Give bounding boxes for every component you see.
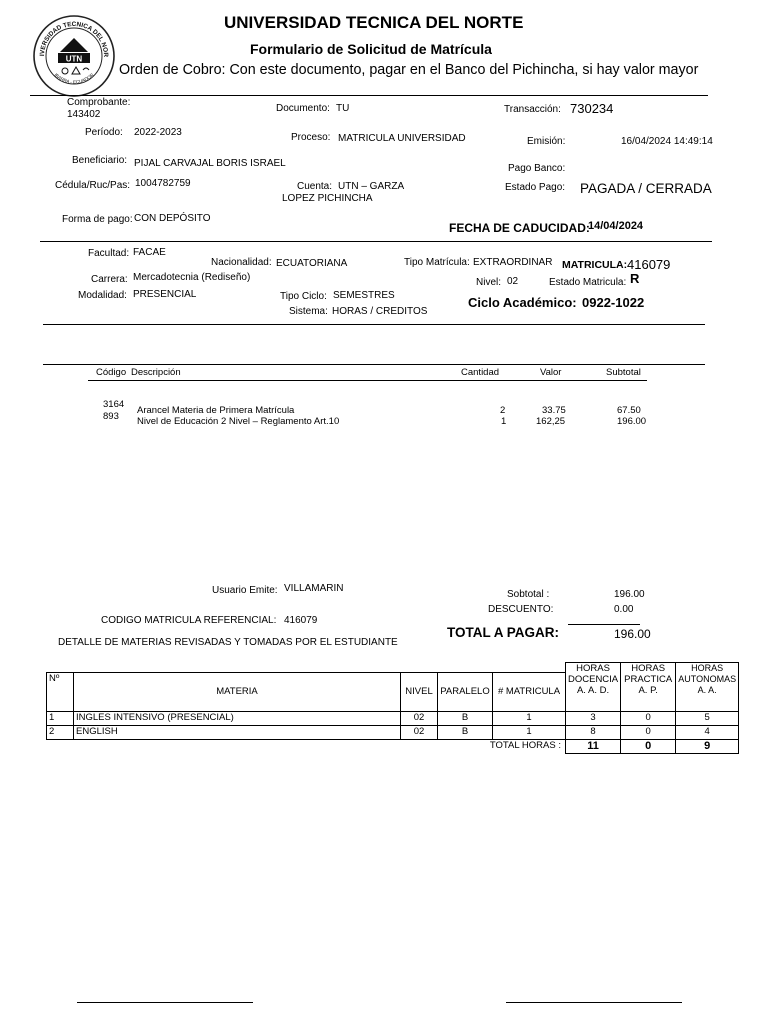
- row-autonomas: 4: [676, 725, 739, 739]
- header-nivel: NIVEL: [401, 673, 438, 712]
- svg-text:UTN: UTN: [65, 54, 83, 64]
- charges-header-codigo: Código: [96, 367, 127, 378]
- header-autonomas-l3: A. A.: [697, 684, 717, 695]
- carrera-label: Carrera:: [91, 274, 128, 285]
- total-practica: 0: [621, 739, 676, 753]
- header-n: Nº: [47, 673, 74, 712]
- facultad-label: Facultad:: [88, 248, 130, 259]
- cuenta-value-line2: LOPEZ PICHINCHA: [282, 193, 373, 204]
- detalle-label: DETALLE DE MATERIAS REVISADAS Y TOMADAS POR EL ESTUDIANTE: [58, 637, 398, 648]
- pago-banco-label: Pago Banco:: [508, 163, 566, 174]
- charge-row-codigo: 3164: [103, 399, 125, 410]
- cedula-label: Cédula/Ruc/Pas:: [55, 180, 131, 191]
- table-header-row: [47, 673, 739, 712]
- cuenta-label: Cuenta:: [297, 181, 333, 192]
- charges-header-cantidad: Cantidad: [461, 367, 500, 378]
- matricula-label: MATRICULA:: [562, 259, 628, 271]
- header-matricula: # MATRICULA: [493, 673, 566, 712]
- table-row: [47, 711, 739, 725]
- nacionalidad-label: Nacionalidad:: [211, 257, 272, 268]
- usuario-value: VILLAMARIN: [284, 583, 344, 594]
- total-docencia: 11: [566, 739, 621, 753]
- cuenta-value-line1: UTN – GARZA: [338, 181, 405, 192]
- header-docencia: [566, 662, 621, 712]
- university-title: UNIVERSIDAD TECNICA DEL NORTE: [224, 13, 524, 32]
- caducidad-value: 14/04/2024: [588, 220, 644, 232]
- estado-pago-value: PAGADA / CERRADA: [580, 181, 712, 196]
- charge-row-cantidad: 1: [501, 416, 507, 427]
- row-matricula: 1: [493, 711, 566, 725]
- header-practica: [621, 662, 676, 712]
- header-autonomas-l1: HORAS: [691, 662, 724, 673]
- nivel-value: 02: [507, 276, 519, 287]
- proceso-value: MATRICULA UNIVERSIDAD: [338, 133, 466, 144]
- modalidad-label: Modalidad:: [78, 290, 127, 301]
- row-n: 1: [47, 711, 74, 725]
- header-materia: MATERIA: [74, 673, 401, 712]
- row-paralelo: B: [438, 711, 493, 725]
- divider: [40, 241, 712, 242]
- charge-row-valor: 33.75: [542, 405, 566, 416]
- header-practica-l1: HORAS: [631, 662, 666, 674]
- subjects-table: [46, 662, 739, 754]
- nivel-label: Nivel:: [476, 277, 502, 288]
- order-note: Orden de Cobro: Con este documento, pagar en el Banco del Pichincha, si hay valor mayor: [119, 62, 699, 78]
- emision-value: 16/04/2024 14:49:14: [621, 136, 713, 147]
- codigo-ref-label: CODIGO MATRICULA REFERENCIAL:: [101, 615, 277, 626]
- charge-row-valor: 162,25: [536, 416, 566, 427]
- charge-row-descripcion: Nivel de Educación 2 Nivel – Reglamento Art.10: [137, 416, 340, 427]
- modalidad-value: PRESENCIAL: [133, 289, 197, 300]
- charge-row-subtotal: 196.00: [617, 416, 647, 427]
- total-autonomas: 9: [676, 739, 739, 753]
- charge-row-descripcion: Arancel Materia de Primera Matrícula: [137, 405, 295, 416]
- matricula-value: 416079: [627, 257, 671, 272]
- divider: [43, 364, 705, 365]
- header-docencia-l2: DOCENCIA: [568, 673, 619, 685]
- sistema-value: HORAS / CREDITOS: [332, 306, 428, 317]
- periodo-label: Período:: [85, 127, 123, 138]
- header-autonomas: [676, 662, 739, 712]
- descuento-value: 0.00: [614, 604, 634, 615]
- forma-pago-label: Forma de pago:: [62, 214, 133, 225]
- codigo-ref-value: 416079: [284, 615, 318, 626]
- estado-pago-label: Estado Pago:: [505, 182, 566, 193]
- header-practica-l2: PRACTICA: [624, 673, 673, 685]
- descuento-label: DESCUENTO:: [488, 604, 554, 615]
- row-docencia: 3: [566, 711, 621, 725]
- row-n: 2: [47, 725, 74, 739]
- periodo-value: 2022-2023: [134, 127, 182, 138]
- header-docencia-l1: HORAS: [576, 662, 610, 674]
- charge-row-subtotal: 67.50: [617, 405, 641, 416]
- header-docencia-l3: A. A. D.: [576, 684, 610, 696]
- divider: [43, 324, 705, 325]
- table-total-row: [47, 739, 739, 753]
- total-label: TOTAL A PAGAR:: [447, 625, 559, 640]
- header-autonomas-l2: AUTONOMAS: [678, 673, 737, 684]
- row-matricula: 1: [493, 725, 566, 739]
- subtotal-value: 196.00: [614, 589, 645, 600]
- total-horas-label: TOTAL HORAS :: [489, 740, 561, 752]
- ciclo-value: 0922-1022: [582, 295, 645, 310]
- charges-header-subtotal: Subtotal: [606, 367, 641, 378]
- row-nivel: 02: [401, 725, 438, 739]
- charges-header-descripcion: Descripción: [131, 367, 181, 378]
- comprobante-value: 143402: [67, 109, 101, 120]
- comprobante-label: Comprobante:: [67, 97, 131, 108]
- row-practica: 0: [621, 711, 676, 725]
- charge-row-codigo: 893: [103, 411, 119, 422]
- tipo-ciclo-label: Tipo Ciclo:: [280, 291, 327, 302]
- table-row: [47, 725, 739, 739]
- beneficiario-value: PIJAL CARVAJAL BORIS ISRAEL: [134, 158, 286, 169]
- carrera-value: Mercadotecnia (Rediseño): [133, 272, 251, 283]
- facultad-value: FACAE: [133, 247, 166, 258]
- row-autonomas: 5: [676, 711, 739, 725]
- row-nivel: 02: [401, 711, 438, 725]
- divider: [88, 380, 647, 381]
- tipo-matricula-label: Tipo Matrícula:: [404, 257, 470, 268]
- svg-text:UNIVERSIDAD TECNICA DEL NORTE: IVERSIDAD TECNICA DEL NOR: [38, 20, 110, 58]
- estado-matricula-label: Estado Matricula:: [549, 277, 627, 288]
- header-paralelo: PARALELO: [438, 673, 493, 712]
- transaccion-label: Transacción:: [504, 104, 561, 115]
- university-seal: [32, 14, 116, 98]
- divider: [30, 95, 708, 96]
- tipo-ciclo-value: SEMESTRES: [333, 290, 395, 301]
- svg-text:IBARRA - ECUADOR: IBARRA - ECUADOR: [53, 72, 95, 85]
- signature-line-right: [506, 1002, 682, 1003]
- caducidad-label: FECHA DE CADUCIDAD:: [449, 221, 590, 235]
- total-value: 196.00: [614, 627, 651, 641]
- cedula-value: 1004782759: [135, 178, 191, 189]
- documento-label: Documento:: [276, 103, 330, 114]
- divider: [568, 624, 640, 625]
- documento-value: TU: [336, 103, 350, 114]
- beneficiario-label: Beneficiario:: [72, 155, 128, 166]
- ciclo-label: Ciclo Académico:: [468, 295, 577, 310]
- header-practica-l3: A. P.: [638, 684, 658, 696]
- form-title: Formulario de Solicitud de Matrícula: [250, 41, 492, 57]
- subtotal-label: Sobtotal :: [507, 589, 550, 600]
- row-materia: ENGLISH: [74, 725, 401, 739]
- usuario-label: Usuario Emite:: [212, 585, 278, 596]
- sistema-label: Sistema:: [289, 306, 328, 317]
- signature-line-left: [77, 1002, 253, 1003]
- estado-matricula-value: R: [630, 271, 640, 286]
- row-paralelo: B: [438, 725, 493, 739]
- row-practica: 0: [621, 725, 676, 739]
- row-materia: INGLES INTENSIVO (PRESENCIAL): [74, 711, 401, 725]
- emision-label: Emisión:: [527, 136, 566, 147]
- transaccion-value: 730234: [570, 101, 614, 116]
- charge-row-cantidad: 2: [500, 405, 506, 416]
- row-docencia: 8: [566, 725, 621, 739]
- charges-header-valor: Valor: [540, 367, 562, 378]
- nacionalidad-value: ECUATORIANA: [276, 258, 348, 269]
- forma-pago-value: CON DEPÓSITO: [134, 213, 211, 224]
- proceso-label: Proceso:: [291, 132, 331, 143]
- tipo-matricula-value: EXTRAORDINAR: [473, 257, 553, 268]
